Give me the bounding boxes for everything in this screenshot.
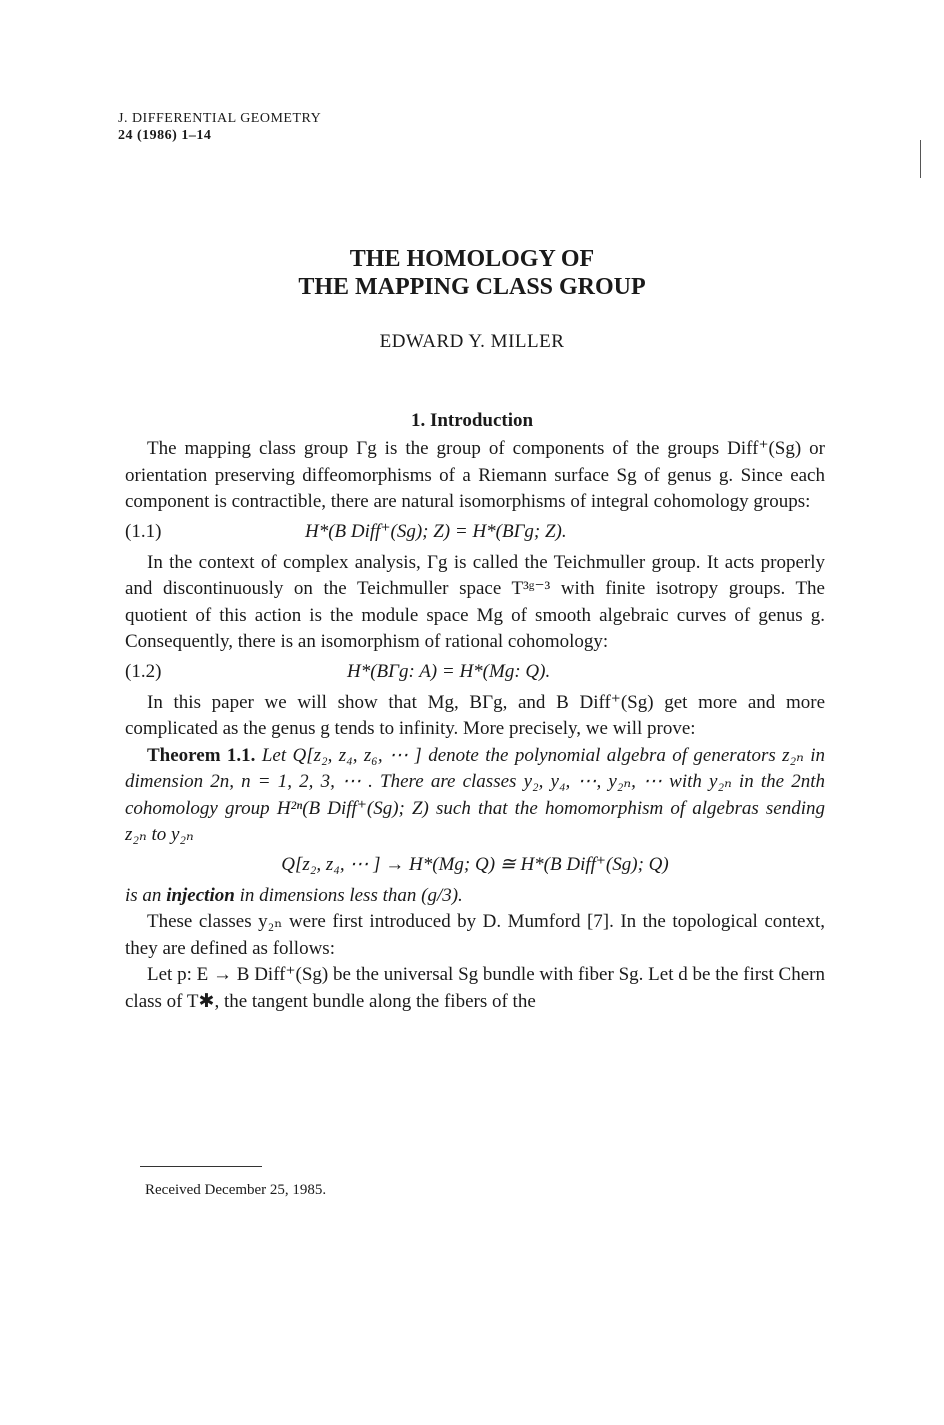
paragraph-5: Let p: E → B Diff⁺(Sg) be the universal Sg bundle with fiber Sg. Let d be the first Chern class of T✱, the tangent bundle along the fibers of the: [125, 964, 825, 1012]
journal-name: J. DIFFERENTIAL GEOMETRY: [118, 111, 322, 126]
author: EDWARD Y. MILLER: [379, 331, 565, 352]
theorem-tail-bold: injection: [166, 884, 235, 906]
theorem-text: Let Q[z₂, z₄, z₆, ⋯ ] denote the polynomial algebra of generators z₂ₙ in dimension 2n, n = 1, 2, 3, ⋯ . There are classes y₂, y₄, ⋯, y₂ₙ, ⋯ with y₂ₙ in the 2nth cohomology group H²ⁿ(B Diff⁺(Sg); Z) such that the homomorphism of algebras sending z₂ₙ to y₂ₙ: [125, 744, 826, 845]
equation-1-1: [125, 516, 825, 550]
theorem-equation: [125, 849, 825, 883]
equation-label: (1.1): [125, 521, 162, 543]
paragraph-1: The mapping class group Γg is the group of components of the groups Diff⁺(Sg) or orientation preserving diffeomorphisms of a Riemann surface Sg of genus g. Since each component is contractible, there are natural isomorphisms of integral cohomology groups:: [125, 438, 825, 512]
title-line-1: THE HOMOLOGY OF: [349, 246, 595, 272]
title-line-2: THE MAPPING CLASS GROUP: [298, 274, 646, 300]
equation-1-2: [125, 656, 825, 690]
margin-mark: [920, 140, 921, 178]
body-block-1: [125, 436, 825, 1015]
paper-title: [0, 245, 944, 301]
theorem-tail-post: in dimensions less than (g/3).: [239, 884, 463, 906]
equation-body: H*(BΓg: A) = H*(Mg: Q).: [347, 661, 551, 683]
footnote: Received December 25, 1985.: [145, 1182, 327, 1198]
equation-body: H*(B Diff⁺(Sg); Z) = H*(BΓg; Z).: [305, 521, 567, 543]
paragraph-4: These classes y₂ₙ were first introduced by D. Mumford [7]. In the topological context, they are defined as follows:: [125, 911, 825, 959]
equation-body: Q[z₂, z₄, ⋯ ] → H*(Mg; Q) ≅ H*(B Diff⁺(Sg); Q): [281, 854, 669, 876]
journal-header: [118, 110, 321, 144]
theorem-conclusion: [125, 883, 825, 910]
paragraph-3: In this paper we will show that Mg, BΓg, and B Diff⁺(Sg) get more and more complicated as the genus g tends to infinity. More precisely, we will prove:: [125, 691, 825, 739]
journal-volume: 24 (1986) 1–14: [118, 128, 212, 143]
equation-label: (1.2): [125, 661, 162, 683]
theorem-label: Theorem 1.1.: [147, 744, 256, 766]
theorem-tail-pre: is an: [125, 884, 162, 906]
theorem-1-1: [125, 743, 825, 849]
paragraph-2: In the context of complex analysis, Γg is called the Teichmuller group. It acts properly and discontinuously on the Teichmuller space T³ᵍ⁻³ with finite isotropy groups. The quotient of this action is the module space Mg of smooth algebraic curves of genus g. Consequently, there is an isomorphism of rational cohomology:: [125, 551, 825, 652]
footnote-rule: [140, 1166, 262, 1167]
section-heading: 1. Introduction: [410, 410, 534, 431]
